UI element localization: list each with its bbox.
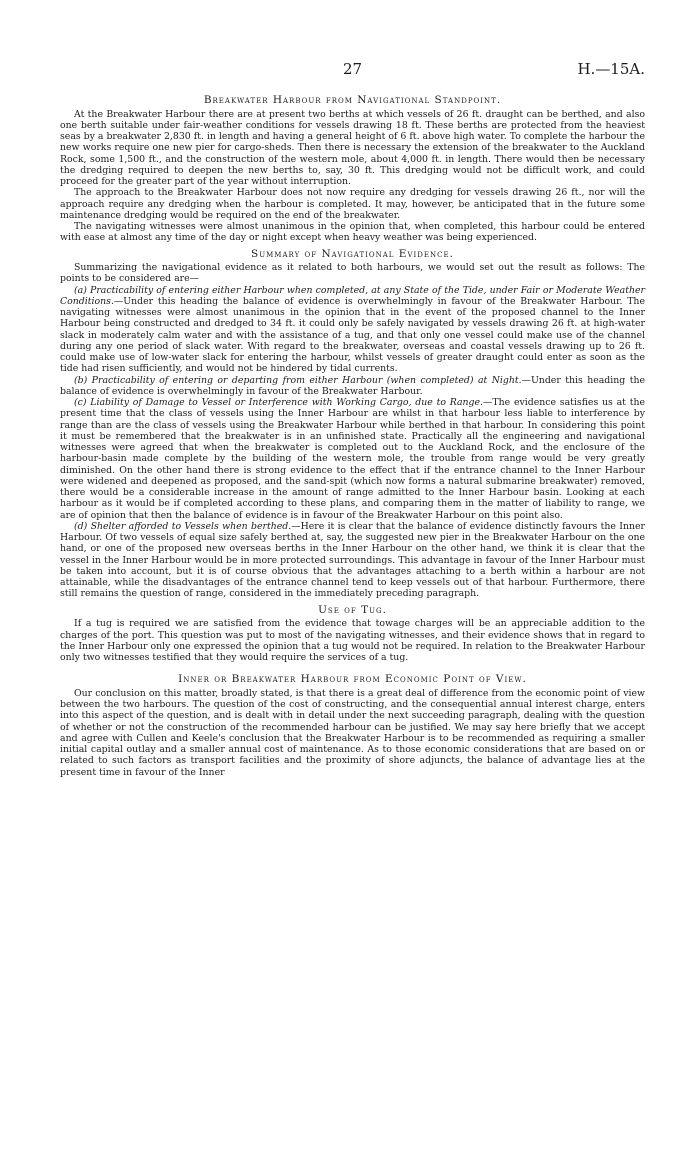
- paragraph: Our conclusion on this matter, broadly stated, is that there is a great deal of difference from the economic point of view between the two harbours. The question of the cost of constructing, and the consequential annual interest charge, enters into this aspect of the question, and is dealt with in detail under the next succeeding paragraph, dealing with the question of whether or not the construction of the recommended harbour can be justified. We may say here briefly that we accept and agree with Cullen and Keele's conclusion that the Breakwater Harbour is to be recommended as requiring a smaller initial capital outlay and a smaller annual cost of maintenance. As to those economic considerations that are based on or related to such factors as transport facilities and the proximity of shore adjuncts, the balance of advantage lies at the present time in favour of the Inner: [60, 687, 645, 778]
- page-number: 27: [342, 60, 363, 78]
- paragraph: The approach to the Breakwater Harbour does not now require any dredging for vessels drawing 26 ft., nor will the approach require any dredging when the harbour is completed. It may, however, be anticipated that in the future some maintenance dredging would be required on the end of the breakwater.: [60, 187, 645, 221]
- paragraph: (d) Shelter afforded to Vessels when berthed.—Here it is clear that the balance of evidence distinctly favours the Inner Harbour. Of two vessels of equal size safely berthed at, say, the suggested new pier in the Breakwater Harbour on the one hand, or one of the proposed new overseas berths in the Inner Harbour on the other hand, we think it is clear that the vessel in the Inner Harbour would be in more protected surroundings. This advantage in favour of the Inner Harbour must be taken into account, but it is of course obvious that the advantages attaching to a berth within a harbour are not attainable, while the disadvantages of the entrance channel tend to keep vessels out of that harbour. Furthermore, there still remains the question of range, considered in the immediately preceding paragraph.: [60, 520, 645, 600]
- paragraph-lead: (d) Shelter afforded to Vessels when berthed.: [74, 520, 292, 532]
- paragraph: At the Breakwater Harbour there are at present two berths at which vessels of 26 ft. draught can be berthed, and also one berth suitable under fair-weather conditions for vessels drawing 18 ft. These berths are protected from the heaviest seas by a breakwater 2,830 ft. in length and having a general height of 6 ft. above high water. To complete the harbour the new works require one new pier for cargo-sheds. Then there is necessary the extension of the breakwater to the Auckland Rock, some 1,500 ft., and the construction of the western mole, about 4,000 ft. in length. There would then be necessary the dredging required to deepen the new berths to, say, 30 ft. This dredging would not be difficult work, and could proceed for the greater part of the year without interruption.: [60, 108, 645, 188]
- document-reference: H.—15A.: [577, 60, 645, 78]
- paragraph: The navigating witnesses were almost unanimous in the opinion that, when completed, this harbour could be entered with ease at almost any time of the day or night except when heavy weather was being experienced.: [60, 221, 645, 244]
- paragraph-lead: (b) Practicability of entering or departing from either Harbour (when completed) at Night.: [74, 374, 522, 386]
- paragraph: (c) Liability of Damage to Vessel or Interference with Working Cargo, due to Range.—The evidence satisfies us at the present time that the class of vessels using the Inner Harbour are whilst in that harbour less liable to interference by range than are the class of vessels using the Breakwater Harbour while berthed in that harbour. In considering this point it must be remembered that the breakwater is in an unfinished state. Practically all the engineering and navigational witnesses were agreed that when the breakwater is completed out to the Auckland Rock, and the enclosure of the harbour-basin made complete by the building of the western mole, the trouble from range would be very greatly diminished. On the other hand there is strong evidence to the effect that if the entrance channel to the Inner Harbour were widened and deepened as proposed, and the sand-spit (which now forms a natural submarine breakwater) removed, there would be a considerable increase in the amount of range admitted to the Inner Harbour basin. Looking at each harbour as it would be if completed according to these plans, and comparing them in the matter of liability to range, we are of opinion that then the balance of evidence is in favour of the Breakwater Harbour on this point also.: [60, 397, 646, 521]
- paragraph-lead: (a) Practicability of entering either Harbour when completed, at any State of the Tide, under Fair or Moderate Weather Conditions.: [60, 284, 645, 307]
- paragraph: (b) Practicability of entering or departing from either Harbour (when completed) at Night.—Under this heading the balance of evidence is overwhelmingly in favour of the Breakwater Harbour.: [60, 374, 645, 397]
- paragraph: (a) Practicability of entering either Harbour when completed, at any State of the Tide, under Fair or Moderate Weather Conditions.—Under this heading the balance of evidence is overwhelmingly in favour of the Breakwater Harbour. The navigating witnesses were almost unanimous in the opinion that in the event of the proposed channel to the Inner Harbour being constructed and dredged to 34 ft. it could only be safely navigated by vessels drawing 26 ft. at high-water slack in moderately calm water and with the assistance of a tug, and that only one vessel could make use of the channel during any one period of slack water. With regard to the breakwater, overseas and coastal vessels drawing up to 26 ft. could make use of low-water slack for entering the harbour, whilst vessels of greater draught could enter as soon as the tide had risen sufficiently, and would not be hindered by tidal currents.: [60, 284, 645, 375]
- section-heading-breakwater-navigational: Breakwater Harbour from Navigational Standpoint.: [203, 94, 502, 106]
- section-heading-summary-navigational: Summary of Navigational Evidence.: [251, 247, 454, 260]
- paragraph: Summarizing the navigational evidence as it related to both harbours, we would set out the result as follows: The points to be considered are—: [60, 262, 645, 285]
- page-header: [60, 60, 645, 80]
- paragraph-lead: (c) Liability of Damage to Vessel or Interference with Working Cargo, due to Range.: [74, 397, 484, 409]
- section-heading-use-of-tug: Use of Tug.: [318, 603, 387, 616]
- paragraph: If a tug is required we are satisfied from the evidence that towage charges will be an appreciable addition to the charges of the port. This question was put to most of the navigating witnesses, and their evidence shows that in regard to the Inner Harbour only one expressed the opinion that a tug would not be required. In relation to the Breakwater Harbour only two witnesses testified that they would require the services of a tug.: [60, 618, 645, 664]
- section-heading-economic: Inner or Breakwater Harbour from Economic Point of View.: [178, 673, 527, 686]
